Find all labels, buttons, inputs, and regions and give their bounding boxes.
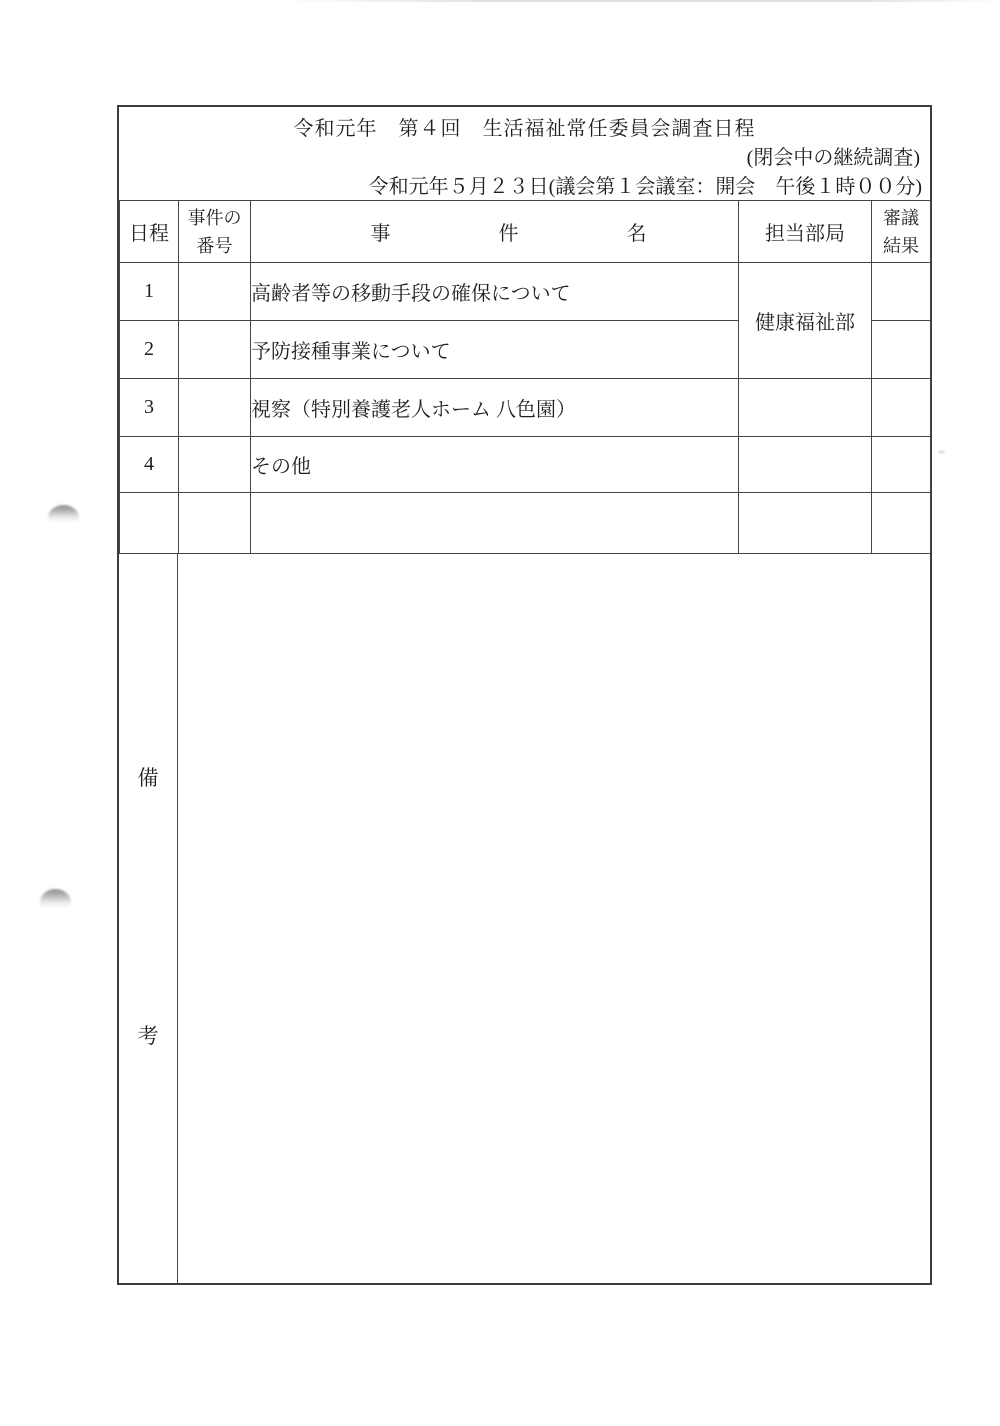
case-number-cell — [179, 263, 251, 321]
header-case-number — [179, 201, 251, 263]
header-case-name — [251, 201, 739, 263]
result-cell — [872, 493, 931, 554]
schedule-cell: 4 — [120, 437, 179, 493]
header-result-line1: 審議 — [883, 207, 919, 228]
department-cell — [739, 437, 872, 493]
document-subtitle: (閉会中の継続調査) — [746, 147, 920, 169]
punch-hole-bottom-icon — [40, 889, 71, 916]
document-frame — [117, 105, 932, 1285]
case-name-cell: 高齢者等の移動手段の確保について — [251, 263, 739, 321]
case-name-cell — [251, 493, 739, 554]
result-cell — [872, 263, 931, 321]
header-case-name-char3: 名 — [626, 223, 647, 245]
case-number-cell — [179, 437, 251, 493]
schedule-cell — [120, 493, 179, 554]
case-number-cell — [179, 379, 251, 437]
remarks-label-char-1: 備 — [137, 766, 159, 790]
header-case-number-line1: 事件の — [187, 207, 242, 228]
result-cell — [872, 321, 931, 379]
remarks-label-char-2: 考 — [137, 1024, 159, 1048]
document-header — [119, 107, 930, 200]
schedule-cell: 1 — [120, 263, 179, 321]
header-case-number-line2: 番号 — [196, 235, 233, 256]
punch-hole-top-icon — [48, 505, 79, 530]
scan-speck — [938, 450, 945, 454]
case-number-cell — [179, 321, 251, 379]
header-result-line2: 結果 — [883, 235, 919, 256]
header-department-label: 担当部局 — [765, 223, 845, 245]
header-case-name-char2: 件 — [498, 223, 519, 245]
result-cell — [872, 379, 931, 437]
department-cell-merged: 健康福祉部 — [739, 263, 872, 379]
case-name-cell: 予防接種事業について — [251, 321, 739, 379]
case-name-cell: その他 — [251, 437, 739, 493]
header-case-name-char1: 事 — [370, 223, 391, 245]
table-row — [120, 437, 931, 493]
table-header-row — [120, 201, 931, 263]
department-cell — [739, 493, 872, 554]
header-department — [739, 201, 872, 263]
document-date-line: 令和元年５月２３日(議会第１会議室：開会 午後１時００分) — [368, 176, 922, 198]
table-row — [120, 379, 931, 437]
scan-edge-artifact — [280, 0, 1000, 2]
case-number-cell — [179, 493, 251, 554]
result-cell — [872, 437, 931, 493]
document-title: 令和元年 第４回 生活福祉常任委員会調査日程 — [293, 118, 756, 140]
table-row — [120, 493, 931, 554]
schedule-cell: 2 — [120, 321, 179, 379]
remarks-content — [178, 554, 930, 1284]
header-schedule — [120, 201, 179, 263]
remarks-label-column — [119, 554, 178, 1284]
header-result — [872, 201, 931, 263]
department-cell — [739, 379, 872, 437]
schedule-cell: 3 — [120, 379, 179, 437]
schedule-table — [119, 200, 931, 554]
case-name-cell: 視察（特別養護老人ホーム 八色園） — [251, 379, 739, 437]
table-row — [120, 263, 931, 321]
header-schedule-label: 日程 — [129, 223, 169, 245]
remarks-section — [119, 554, 930, 1284]
